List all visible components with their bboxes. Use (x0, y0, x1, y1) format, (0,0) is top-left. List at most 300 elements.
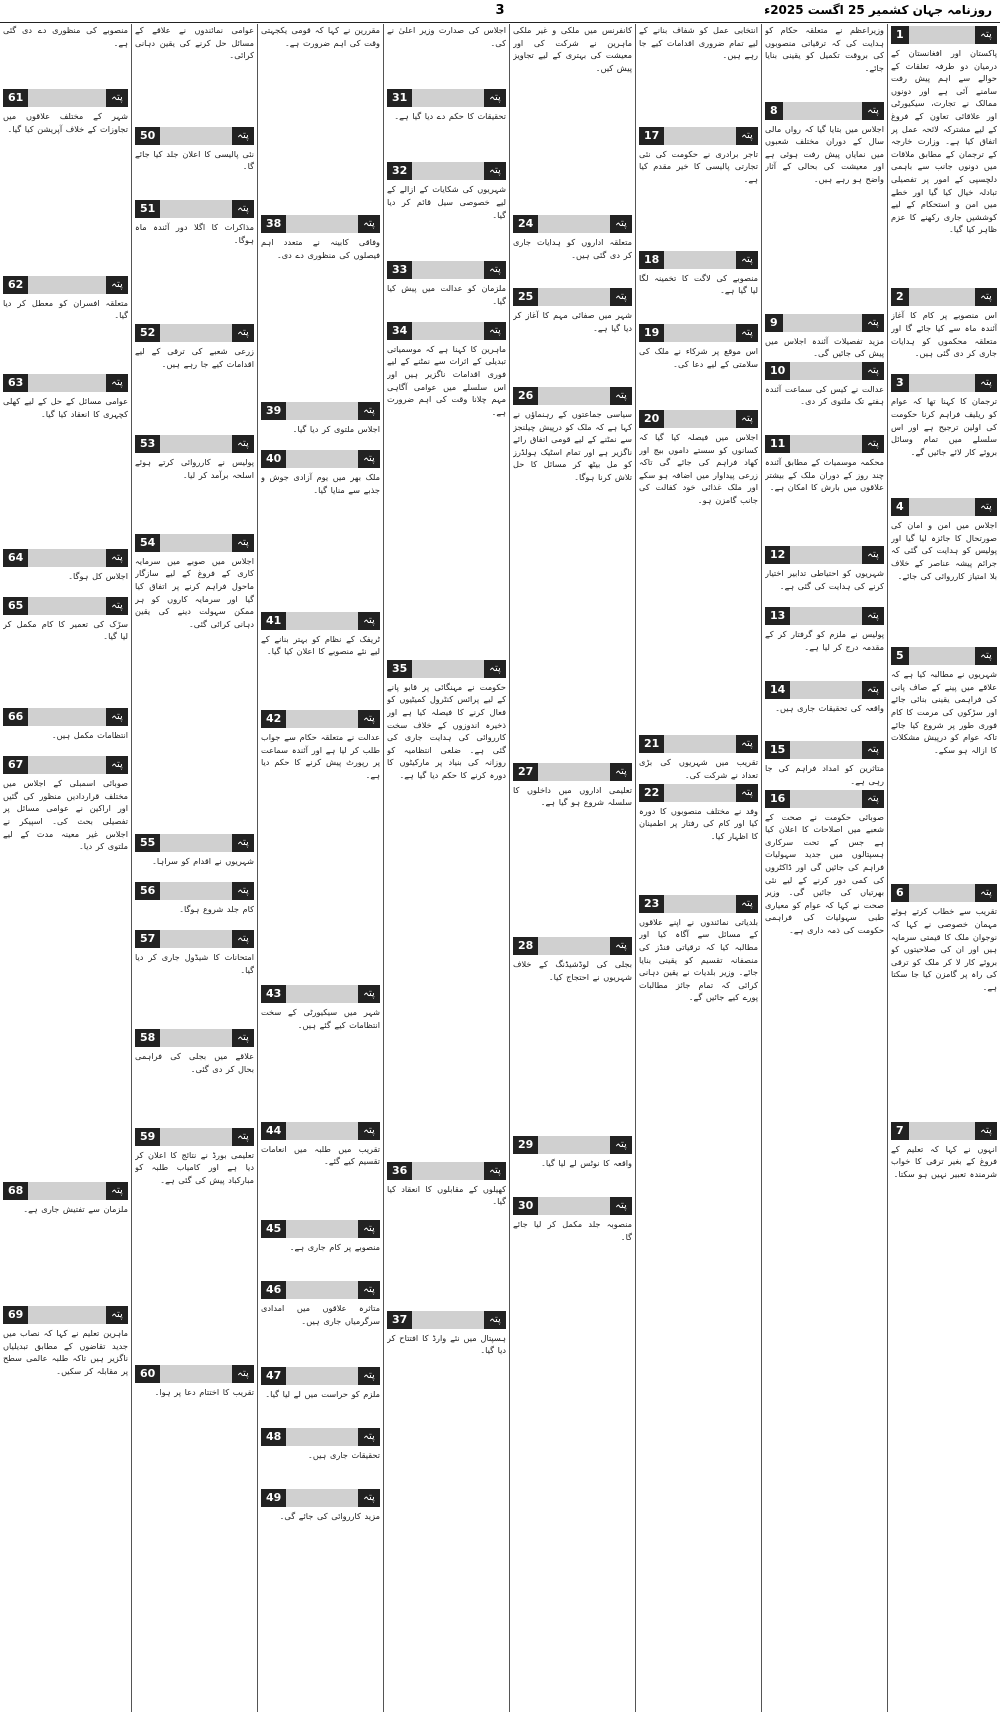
item-tag: پتہ (232, 534, 254, 552)
item-text: اس منصوبے پر کام کا آغاز آئندہ ماہ سے کیا جائے گا اور متعلقہ محکموں کو ہدایات جاری کر دی گئی ہیں۔ (891, 310, 997, 359)
item-number: 24 (513, 215, 538, 233)
item-header (261, 710, 380, 728)
item-text: متعلقہ افسران کو معطل کر دیا گیا۔ (3, 297, 128, 321)
news-item (261, 1218, 380, 1279)
column (0, 24, 131, 1712)
item-number: 6 (891, 884, 909, 902)
item-number: 25 (513, 288, 538, 306)
news-item (261, 448, 380, 610)
item-header (513, 288, 632, 306)
masthead (0, 0, 1000, 23)
item-number: 64 (3, 549, 28, 567)
column (131, 24, 257, 1712)
item-header (765, 741, 884, 759)
news-item (513, 24, 632, 213)
news-item (891, 372, 997, 496)
item-text: پولیس نے ملزم کو گرفتار کر کے مقدمہ درج کر لیا ہے۔ (765, 629, 884, 652)
item-text: ملزمان سے تفتیش جاری ہے۔ (23, 1204, 128, 1215)
news-item (3, 706, 128, 754)
item-header (891, 647, 997, 665)
item-tag: پتہ (610, 288, 632, 306)
item-text: شہریوں نے مطالبہ کیا ہے کہ علاقے میں پینے کے صاف پانی کی فراہمی یقینی بنائی جائے اور سڑکوں کی مرمت کا کام فوری طور پر شروع کیا جائے تاکہ عوام کو درپیش مشکلات کا ازالہ ہو سکے۔ (891, 669, 997, 755)
item-number: 69 (3, 1306, 28, 1324)
item-tag: پتہ (862, 607, 884, 625)
news-item (261, 1426, 380, 1487)
news-item (891, 882, 997, 1119)
item-header (135, 127, 254, 145)
page-number: 3 (495, 3, 505, 18)
item-tag: پتہ (232, 435, 254, 453)
item-tag: پتہ (610, 387, 632, 405)
item-tag: پتہ (358, 710, 380, 728)
item-tag: پتہ (232, 1365, 254, 1383)
news-item (3, 595, 128, 706)
item-tag: پتہ (358, 450, 380, 468)
news-item (3, 372, 128, 546)
item-number: 23 (639, 895, 664, 913)
item-header (135, 200, 254, 218)
item-tag: پتہ (358, 1122, 380, 1140)
item-tag: پتہ (106, 1182, 128, 1200)
item-text: وزیراعظم نے متعلقہ حکام کو ہدایت کی کہ ترقیاتی منصوبوں کی بروقت تکمیل کو یقینی بنایا جائے۔ (765, 25, 884, 73)
news-item (135, 928, 254, 1027)
item-header (261, 402, 380, 420)
item-number: 31 (387, 89, 412, 107)
item-text: عدالت نے کیس کی سماعت آئندہ ہفتے تک ملتوی کر دی۔ (765, 383, 884, 407)
item-tag: پتہ (610, 763, 632, 781)
item-tag: پتہ (862, 435, 884, 453)
item-header (765, 362, 884, 380)
news-item (3, 754, 128, 1180)
item-tag: پتہ (106, 549, 128, 567)
item-text: تحقیقات جاری ہیں۔ (308, 1449, 380, 1460)
item-text: اجلاس ملتوی کر دیا گیا۔ (292, 423, 380, 434)
item-header (387, 261, 506, 279)
item-tag: پتہ (358, 1281, 380, 1299)
item-number: 55 (135, 834, 160, 852)
news-item (135, 198, 254, 322)
news-item (261, 610, 380, 709)
item-number: 57 (135, 930, 160, 948)
item-text: شہریوں نے اقدام کو سراہا۔ (152, 855, 254, 866)
item-header (513, 763, 632, 781)
item-text: متعلقہ اداروں کو ہدایات جاری کر دی گئی ہیں۔ (513, 237, 632, 260)
item-number: 11 (765, 435, 790, 453)
item-text: علاقے میں بجلی کی فراہمی بحال کر دی گئی۔ (135, 1050, 254, 1074)
item-header (387, 162, 506, 180)
item-number: 33 (387, 261, 412, 279)
item-tag: پتہ (358, 215, 380, 233)
news-item (3, 1304, 128, 1629)
item-number: 27 (513, 763, 538, 781)
item-tag: پتہ (358, 402, 380, 420)
news-item (639, 408, 758, 733)
item-tag: پتہ (484, 89, 506, 107)
item-text: شہر میں صفائی مہم کا آغاز کر دیا گیا ہے۔ (513, 310, 632, 333)
news-item (513, 761, 632, 935)
item-number: 2 (891, 288, 909, 306)
news-item (261, 400, 380, 448)
news-item (765, 360, 884, 433)
item-number: 48 (261, 1428, 286, 1446)
item-header (135, 882, 254, 900)
item-header (261, 1428, 380, 1446)
item-header (513, 387, 632, 405)
news-item (639, 733, 758, 781)
item-header (3, 89, 128, 107)
item-number: 41 (261, 612, 286, 630)
item-text: منصوبے پر کام جاری ہے۔ (289, 1242, 380, 1253)
item-text: مزید کارروائی کی جائے گی۔ (279, 1510, 380, 1521)
item-header (639, 324, 758, 342)
item-tag: پتہ (975, 26, 997, 44)
item-tag: پتہ (106, 276, 128, 294)
item-tag: پتہ (484, 322, 506, 340)
item-text: شہریوں کی شکایات کے ازالے کے لیے خصوصی سیل قائم کر دیا گیا۔ (387, 184, 506, 220)
item-number: 22 (639, 784, 664, 802)
item-tag: پتہ (862, 314, 884, 332)
item-number: 18 (639, 251, 664, 269)
item-tag: پتہ (232, 882, 254, 900)
item-number: 42 (261, 710, 286, 728)
item-text: صوبائی حکومت نے صحت کے شعبے میں اصلاحات کا اعلان کیا ہے جس کے تحت سرکاری ہسپتالوں میں جدید سہولیات فراہم کی جائیں گی اور ڈاکٹروں کی کمی دور کرنے کے لیے نئی بھرتیاں کی جائیں گی۔ وزیر صحت نے کہا کہ عوام کو معیاری طبی سہولیات کی فراہمی حکومت کی ذمہ داری ہے۔ (765, 811, 884, 935)
item-header (135, 834, 254, 852)
item-tag: پتہ (862, 102, 884, 120)
item-header (261, 450, 380, 468)
item-tag: پتہ (232, 324, 254, 342)
news-item (639, 249, 758, 322)
item-tag: پتہ (736, 410, 758, 428)
news-item (765, 679, 884, 740)
item-header (765, 681, 884, 699)
item-text: تقریب میں شہریوں کی بڑی تعداد نے شرکت کی۔ (639, 757, 758, 780)
news-item (387, 1309, 506, 1471)
item-number: 37 (387, 1311, 412, 1329)
item-tag: پتہ (358, 1428, 380, 1446)
item-text: ملزمان کو عدالت میں پیش کیا گیا۔ (387, 282, 506, 306)
news-item (765, 544, 884, 605)
item-text: اجلاس کی صدارت وزیر اعلیٰ نے کی۔ (387, 25, 506, 48)
news-item (3, 1180, 128, 1304)
item-number: 67 (3, 756, 28, 774)
item-header (261, 985, 380, 1003)
item-text: عوامی مسائل کے حل کے لیے کھلی کچہری کا انعقاد کیا گیا۔ (3, 396, 128, 419)
item-text: ہسپتال میں نئے وارڈ کا افتتاح کر دیا گیا۔ (387, 1332, 506, 1356)
item-header (387, 89, 506, 107)
masthead-title: روزنامہ جہان کشمیر 25 اگست 2025ء (764, 3, 992, 17)
item-tag: پتہ (610, 1197, 632, 1215)
item-tag: پتہ (484, 261, 506, 279)
item-number: 29 (513, 1136, 538, 1154)
item-number: 3 (891, 374, 909, 392)
news-item (765, 100, 884, 312)
item-tag: پتہ (232, 200, 254, 218)
news-item (513, 1134, 632, 1195)
item-text: بجلی کی لوڈشیڈنگ کے خلاف شہریوں نے احتجاج کیا۔ (513, 958, 632, 982)
item-tag: پتہ (106, 708, 128, 726)
news-item (135, 1027, 254, 1126)
item-header (261, 215, 380, 233)
news-item (261, 983, 380, 1119)
news-item (639, 893, 758, 1244)
item-number: 53 (135, 435, 160, 453)
item-tag: پتہ (358, 612, 380, 630)
item-text: وفد نے مختلف منصوبوں کا دورہ کیا اور کام کی رفتار پر اطمینان کا اظہار کیا۔ (639, 805, 758, 841)
item-text: ماہرین کا کہنا ہے کہ موسمیاتی تبدیلی کے اثرات سے نمٹنے کے لیے فوری اقدامات ناگزیر ہیں اور اس سلسلے میں عوامی آگاہی مہم چلانا وقت کی اہم ضرورت ہے۔ (387, 343, 506, 417)
item-number: 61 (3, 89, 28, 107)
item-text: ترجمان کا کہنا تھا کہ عوام کو ریلیف فراہم کرنا حکومت کی اولین ترجیح ہے اور اس سلسلے میں تمام وسائل بروئے کار لائے جائیں گے۔ (891, 396, 997, 457)
item-text: صوبائی اسمبلی کے اجلاس میں مختلف قراردادیں منظور کی گئیں اور اراکین نے عوامی مسائل پر تفصیلی بحث کی۔ اسپیکر نے اجلاس غیر معینہ مدت کے لیے ملتوی کر دیا۔ (3, 778, 128, 852)
item-number: 58 (135, 1029, 160, 1047)
news-item (261, 1365, 380, 1426)
item-number: 30 (513, 1197, 538, 1215)
news-item (261, 1279, 380, 1365)
item-number: 20 (639, 410, 664, 428)
news-item (261, 708, 380, 983)
item-header (261, 1122, 380, 1140)
item-number: 50 (135, 127, 160, 145)
item-number: 66 (3, 708, 28, 726)
item-number: 45 (261, 1220, 286, 1238)
item-number: 68 (3, 1182, 28, 1200)
item-tag: پتہ (358, 1220, 380, 1238)
item-text: پولیس نے کارروائی کرتے ہوئے اسلحہ برآمد کر لیا۔ (135, 457, 254, 480)
item-tag: پتہ (484, 1311, 506, 1329)
news-item (135, 832, 254, 880)
news-item (639, 24, 758, 125)
news-item (387, 658, 506, 1160)
item-tag: پتہ (862, 546, 884, 564)
item-header (765, 790, 884, 808)
item-tag: پتہ (975, 647, 997, 665)
item-header (765, 607, 884, 625)
item-number: 5 (891, 647, 909, 665)
item-header (639, 895, 758, 913)
item-number: 14 (765, 681, 790, 699)
item-header (639, 251, 758, 269)
item-header (135, 930, 254, 948)
news-item (261, 1487, 380, 1535)
item-header (387, 322, 506, 340)
item-number: 17 (639, 127, 664, 145)
news-item (891, 496, 997, 645)
news-item (513, 935, 632, 1134)
item-text: منصوبے کی منظوری دے دی گئی ہے۔ (3, 25, 128, 48)
item-header (261, 1367, 380, 1385)
item-header (513, 937, 632, 955)
item-number: 47 (261, 1367, 286, 1385)
item-header (3, 597, 128, 615)
item-number: 59 (135, 1128, 160, 1146)
item-text: کھیلوں کے مقابلوں کا انعقاد کیا گیا۔ (387, 1183, 506, 1207)
item-number: 13 (765, 607, 790, 625)
item-tag: پتہ (975, 1122, 997, 1140)
item-tag: پتہ (106, 756, 128, 774)
news-item (639, 782, 758, 893)
item-header (891, 26, 997, 44)
item-number: 8 (765, 102, 783, 120)
item-number: 60 (135, 1365, 160, 1383)
column (761, 24, 887, 1712)
item-tag: پتہ (862, 681, 884, 699)
item-tag: پتہ (484, 1162, 506, 1180)
item-header (891, 884, 997, 902)
item-number: 39 (261, 402, 286, 420)
item-text: تاجر برادری نے حکومت کی نئی تجارتی پالیسی کا خیر مقدم کیا ہے۔ (639, 148, 758, 184)
item-text: اجلاس میں صوبے میں سرمایہ کاری کے فروغ کے لیے سازگار ماحول فراہم کرنے پر اتفاق کیا گیا اور سرمایہ کاروں کو ہر ممکن سہولت دینے کی یقین دہانی کرائی گئی۔ (135, 555, 254, 629)
columns-area (0, 24, 1000, 1712)
news-item (387, 24, 506, 87)
item-text: تقریب میں طلبہ میں انعامات تقسیم کیے گئے۔ (261, 1143, 380, 1167)
item-tag: پتہ (232, 1029, 254, 1047)
item-header (639, 784, 758, 802)
item-number: 32 (387, 162, 412, 180)
item-number: 46 (261, 1281, 286, 1299)
item-number: 36 (387, 1162, 412, 1180)
item-tag: پتہ (106, 597, 128, 615)
item-text: بلدیاتی نمائندوں نے اپنے علاقوں کے مسائل سے آگاہ کیا اور مطالبہ کیا کہ ترقیاتی فنڈز کی منصفانہ تقسیم کو یقینی بنایا جائے۔ وزیر بلدیات نے یقین دہانی کرائی کہ تمام جائز مطالبات پورے کیے جائیں گے۔ (639, 916, 758, 1003)
item-header (3, 1306, 128, 1324)
item-tag: پتہ (975, 498, 997, 516)
item-header (513, 1136, 632, 1154)
item-tag: پتہ (358, 1367, 380, 1385)
news-item (891, 645, 997, 882)
item-header (3, 1182, 128, 1200)
item-header (3, 708, 128, 726)
news-item (3, 274, 128, 373)
item-number: 9 (765, 314, 783, 332)
item-text: حکومت نے مہنگائی پر قابو پانے کے لیے پرائس کنٹرول کمیٹیوں کو فعال کرنے کا فیصلہ کیا ہے اور ذخیرہ اندوزوں کے خلاف سخت کارروائی کی ہدایت جاری کی گئی ہے۔ ضلعی انتظامیہ کو روزانہ کی بنیاد پر مارکیٹوں کا دورہ کرنے کا حکم دیا گیا ہے۔ (387, 681, 506, 780)
item-tag: پتہ (862, 362, 884, 380)
item-text: زرعی شعبے کی ترقی کے لیے اقدامات کیے جا رہے ہیں۔ (135, 345, 254, 369)
item-number: 38 (261, 215, 286, 233)
item-text: وفاقی کابینہ نے متعدد اہم فیصلوں کی منظوری دے دی۔ (261, 237, 380, 260)
news-item (135, 1363, 254, 1436)
item-header (891, 374, 997, 392)
item-text: عوامی نمائندوں نے علاقے کے مسائل حل کرنے کی یقین دہانی کرائی۔ (135, 25, 254, 61)
item-text: ملک بھر میں یوم آزادی جوش و جذبے سے منایا گیا۔ (261, 471, 380, 495)
news-item (387, 1160, 506, 1309)
news-item (765, 24, 884, 100)
item-header (135, 1128, 254, 1146)
item-header (639, 735, 758, 753)
news-item (3, 87, 128, 274)
news-item (135, 24, 254, 125)
news-item (135, 1126, 254, 1363)
item-text: منصوبے کی لاگت کا تخمینہ لگا لیا گیا ہے۔ (639, 272, 758, 296)
item-header (135, 1365, 254, 1383)
item-number: 51 (135, 200, 160, 218)
item-header (891, 1122, 997, 1140)
item-tag: پتہ (106, 374, 128, 392)
item-tag: پتہ (736, 895, 758, 913)
item-number: 19 (639, 324, 664, 342)
item-text: اجلاس میں فیصلہ کیا گیا کہ کسانوں کو سستے داموں بیج اور کھاد فراہم کی جائے گی تاکہ زرعی پیداوار میں اضافہ ہو سکے اور ملک غذائی خود کفالت کی جانب گامزن ہو۔ (639, 431, 758, 505)
news-item (387, 160, 506, 259)
item-text: ماہرین تعلیم نے کہا کہ نصاب میں جدید تقاضوں کے مطابق تبدیلیاں ناگزیر ہیں تاکہ طلبہ عالمی سطح پر مقابلہ کر سکیں۔ (3, 1328, 128, 1376)
item-text: واقعہ کی تحقیقات جاری ہیں۔ (775, 702, 884, 713)
item-tag: پتہ (736, 784, 758, 802)
item-text: تحقیقات کا حکم دے دیا گیا ہے۔ (394, 111, 506, 121)
item-number: 4 (891, 498, 909, 516)
item-tag: پتہ (484, 162, 506, 180)
item-text: مقررین نے کہا کہ قومی یکجہتی وقت کی اہم ضرورت ہے۔ (261, 25, 380, 48)
news-item (513, 1195, 632, 1294)
item-header (261, 1281, 380, 1299)
news-item (387, 320, 506, 658)
item-header (387, 1162, 506, 1180)
item-text: کام جلد شروع ہوگا۔ (179, 904, 254, 915)
item-text: مزید تفصیلات آئندہ اجلاس میں پیش کی جائیں گی۔ (765, 335, 884, 359)
item-text: اجلاس کل ہوگا۔ (68, 570, 128, 581)
news-item (891, 24, 997, 286)
item-header (135, 324, 254, 342)
news-item (765, 433, 884, 544)
news-item (135, 880, 254, 928)
news-item (765, 312, 884, 360)
item-text: اس موقع پر شرکاء نے ملک کی سلامتی کے لیے دعا کی۔ (639, 345, 758, 369)
item-header (261, 612, 380, 630)
column (635, 24, 761, 1712)
column (257, 24, 383, 1712)
item-text: انہوں نے کہا کہ تعلیم کے فروغ کے بغیر ترقی کا خواب شرمندہ تعبیر نہیں ہو سکتا۔ (891, 1143, 997, 1179)
item-text: متاثرہ علاقوں میں امدادی سرگرمیاں جاری ہیں۔ (261, 1302, 380, 1326)
news-item (135, 125, 254, 198)
item-tag: پتہ (106, 89, 128, 107)
item-text: سیاسی جماعتوں کے رہنماؤں نے کہا ہے کہ ملک کو درپیش چیلنجز سے نمٹنے کے لیے قومی اتفاق رائے ناگزیر ہے اور تمام اسٹیک ہولڈرز کو مل بیٹھ کر مسائل کا حل تلاش کرنا ہوگا۔ (513, 408, 632, 482)
item-header (261, 1220, 380, 1238)
item-number: 21 (639, 735, 664, 753)
news-item (639, 322, 758, 408)
item-header (513, 215, 632, 233)
item-text: شہر کے مختلف علاقوں میں تجاوزات کے خلاف آپریشن کیا گیا۔ (3, 111, 128, 134)
item-text: منصوبہ جلد مکمل کر لیا جائے گا۔ (513, 1219, 632, 1242)
item-number: 43 (261, 985, 286, 1003)
item-text: ٹریفک کے نظام کو بہتر بنانے کے لیے نئے منصوبے کا اعلان کیا گیا۔ (261, 633, 380, 657)
item-tag: پتہ (975, 288, 997, 306)
news-item (261, 213, 380, 400)
item-tag: پتہ (736, 735, 758, 753)
item-text: انتظامات مکمل ہیں۔ (51, 729, 128, 740)
item-header (639, 127, 758, 145)
item-tag: پتہ (610, 937, 632, 955)
item-number: 12 (765, 546, 790, 564)
item-number: 44 (261, 1122, 286, 1140)
news-item (513, 286, 632, 385)
item-text: ملزم کو حراست میں لے لیا گیا۔ (265, 1388, 380, 1399)
item-number: 10 (765, 362, 790, 380)
item-number: 16 (765, 790, 790, 808)
news-item (513, 385, 632, 761)
item-text: تعلیمی بورڈ نے نتائج کا اعلان کر دیا ہے اور کامیاب طلبہ کو مبارکباد پیش کی گئی ہے۔ (135, 1149, 254, 1185)
item-text: عدالت نے متعلقہ حکام سے جواب طلب کر لیا ہے اور آئندہ سماعت پر رپورٹ پیش کرنے کا حکم دیا ہے۔ (261, 732, 380, 780)
item-number: 15 (765, 741, 790, 759)
item-text: مذاکرات کا اگلا دور آئندہ ماہ ہوگا۔ (135, 222, 254, 245)
item-text: تعلیمی اداروں میں داخلوں کا سلسلہ شروع ہو گیا ہے۔ (513, 784, 632, 808)
news-item (765, 605, 884, 678)
item-header (891, 288, 997, 306)
item-number: 56 (135, 882, 160, 900)
news-item (3, 547, 128, 595)
item-header (135, 534, 254, 552)
item-text: متاثرین کو امداد فراہم کی جا رہی ہے۔ (765, 763, 884, 786)
item-number: 35 (387, 660, 412, 678)
item-number: 63 (3, 374, 28, 392)
news-item (765, 739, 884, 787)
item-tag: پتہ (358, 1489, 380, 1507)
item-number: 62 (3, 276, 28, 294)
item-text: کانفرنس میں ملکی و غیر ملکی ماہرین نے شرکت کی اور معیشت کی بہتری کے لیے تجاویز پیش کیں۔ (513, 25, 632, 73)
